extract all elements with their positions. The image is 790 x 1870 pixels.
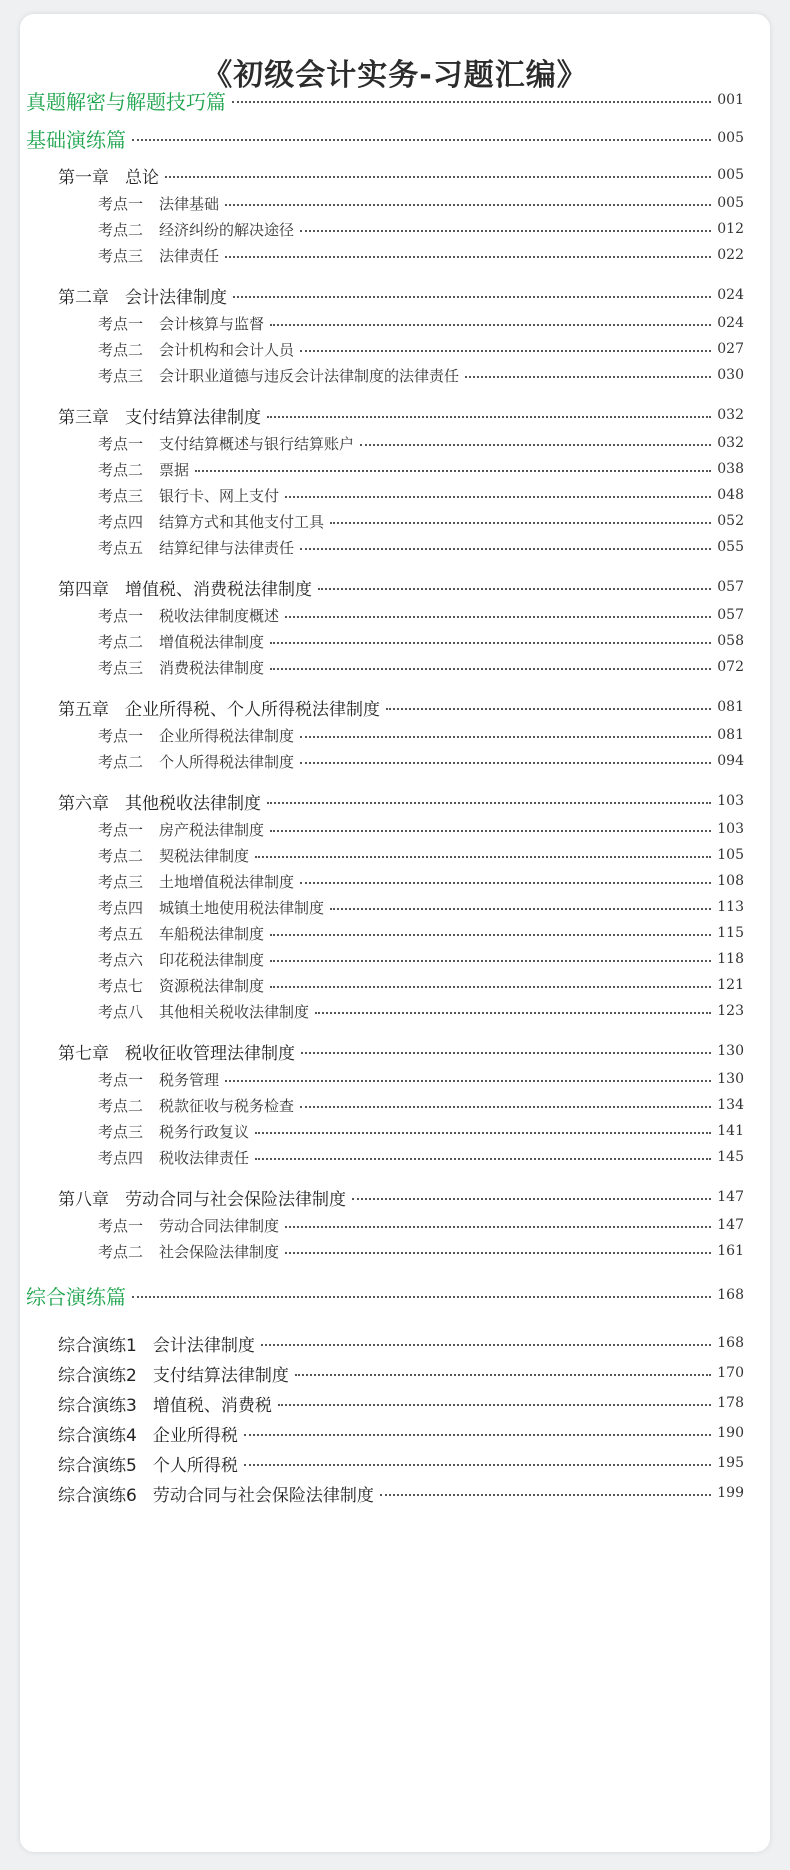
dot-leader (255, 1158, 711, 1160)
toc-entry-number: 考点一 (98, 1070, 144, 1089)
toc-entry-number: 第六章 (58, 793, 109, 814)
dot-leader (270, 642, 711, 644)
toc-entry-title: 税务行政复议 (159, 1122, 250, 1141)
toc-row-point[interactable] (98, 483, 744, 507)
dot-leader (300, 736, 711, 738)
toc-row-chapter[interactable] (58, 575, 744, 599)
toc-row-point[interactable] (98, 895, 744, 919)
dot-leader (318, 588, 711, 590)
toc-page-number: 147 (717, 1189, 744, 1205)
toc-page-number: 121 (717, 977, 744, 993)
toc-page-number: 118 (717, 951, 744, 967)
dot-leader (244, 1434, 711, 1436)
dot-leader (278, 1404, 711, 1406)
toc-entry-number: 考点四 (98, 512, 144, 531)
toc-page-number: 115 (717, 925, 744, 941)
toc-page-number: 057 (717, 607, 744, 623)
toc-entry-number: 考点二 (98, 1096, 144, 1115)
toc-entry-label (58, 283, 227, 308)
toc-page-number: 001 (717, 92, 744, 108)
dot-leader (360, 444, 711, 446)
toc-row-point[interactable] (98, 1067, 744, 1091)
dot-leader (195, 470, 711, 472)
toc-row-point[interactable] (98, 1119, 744, 1143)
toc-entry-title: 法律基础 (159, 194, 220, 213)
toc-page-number: 113 (717, 899, 744, 915)
toc-entry-label (58, 163, 159, 188)
toc-page-number: 081 (717, 699, 744, 715)
toc-page-number: 032 (717, 435, 744, 451)
toc-entry-label (58, 1421, 238, 1446)
toc-row-point[interactable] (98, 457, 744, 481)
page-title: 《初级会计实务-习题汇编》 (202, 58, 588, 93)
toc-entry-title: 资源税法律制度 (159, 976, 265, 995)
toc-entry-number: 综合演练5 (58, 1455, 137, 1476)
toc-entry-title: 基础演练篇 (26, 127, 126, 152)
toc-row-point[interactable] (98, 999, 744, 1023)
toc-entry-label (98, 313, 264, 334)
toc-entry-number: 第四章 (58, 579, 109, 600)
toc-entry-title: 城镇土地使用税法律制度 (159, 898, 325, 917)
toc-page-number: 055 (717, 539, 744, 555)
toc-entry-title: 会计法律制度 (152, 1335, 255, 1356)
toc-entry-label (98, 1121, 249, 1142)
toc-page-number: 168 (717, 1287, 744, 1303)
toc-entry-label (98, 1215, 279, 1236)
toc-entry-label (98, 949, 264, 970)
toc-entry-title: 支付结算法律制度 (125, 407, 261, 428)
toc-entry-title: 会计机构和会计人员 (159, 340, 295, 359)
toc-page-number: 038 (717, 461, 744, 477)
toc-entry-label (98, 923, 264, 944)
toc-entry-number: 第七章 (58, 1043, 109, 1064)
toc-entry-title: 企业所得税法律制度 (159, 726, 295, 745)
dot-leader (225, 204, 711, 206)
toc-entry-title: 税收法律责任 (159, 1148, 250, 1167)
toc-entry-label (98, 975, 264, 996)
toc-entry-title: 土地增值税法律制度 (159, 872, 295, 891)
toc-row-chapter[interactable] (58, 283, 744, 307)
toc-entry-label (58, 1451, 238, 1476)
toc-entry-label (98, 1147, 249, 1168)
toc-row-point[interactable] (98, 869, 744, 893)
toc-row-chapter[interactable] (58, 403, 744, 427)
dot-leader (300, 882, 711, 884)
toc-entry-number: 考点一 (98, 820, 144, 839)
dot-leader (352, 1198, 711, 1200)
toc-entry-number: 考点二 (98, 220, 144, 239)
toc-entry-label (98, 245, 219, 266)
dot-leader (232, 101, 711, 103)
toc-entry-label (98, 1095, 294, 1116)
toc-entry-label (58, 1391, 272, 1416)
dot-leader (270, 668, 711, 670)
toc-entry-title: 其他相关税收法律制度 (159, 1002, 310, 1021)
toc-entry-number: 考点二 (98, 846, 144, 865)
toc-page-number: 108 (717, 873, 744, 889)
toc-row-drill[interactable] (58, 1331, 744, 1355)
toc-entry-title: 法律责任 (159, 246, 220, 265)
toc-entry-title: 支付结算法律制度 (152, 1365, 289, 1386)
toc-entry-label (58, 1331, 255, 1356)
toc-entry-number: 考点三 (98, 486, 144, 505)
toc-entry-title: 车船税法律制度 (159, 924, 265, 943)
toc-entry-title: 社会保险法律制度 (159, 1242, 280, 1261)
toc-page-number: 072 (717, 659, 744, 675)
dot-leader (315, 1012, 711, 1014)
toc-page-number: 032 (717, 407, 744, 423)
toc-page-number: 105 (717, 847, 744, 863)
toc-entry-number: 考点三 (98, 872, 144, 891)
dot-leader (270, 324, 711, 326)
toc-entry-label (98, 433, 354, 454)
toc-row-point[interactable] (98, 535, 744, 559)
toc-entry-title: 税务管理 (159, 1070, 220, 1089)
toc-entry-title: 银行卡、网上支付 (159, 486, 280, 505)
toc-entry-label (98, 1069, 219, 1090)
toc-row-chapter[interactable] (58, 163, 744, 187)
dot-leader (267, 802, 711, 804)
dot-leader (285, 616, 711, 618)
toc-page-number: 141 (717, 1123, 744, 1139)
toc-row-point[interactable] (98, 947, 744, 971)
toc-entry-title: 支付结算概述与银行结算账户 (159, 434, 355, 453)
dot-leader (267, 416, 711, 418)
toc-entry-title: 消费税法律制度 (159, 658, 265, 677)
toc-row-point[interactable] (98, 603, 744, 627)
toc-page-number: 130 (717, 1071, 744, 1087)
toc-row-point[interactable] (98, 655, 744, 679)
dot-leader (380, 1494, 711, 1496)
toc-entry-title: 劳动合同法律制度 (159, 1216, 280, 1235)
toc-entry-title: 税收法律制度概述 (159, 606, 280, 625)
toc-entry-title: 税收征收管理法律制度 (125, 1043, 295, 1064)
toc-row-point[interactable] (98, 973, 744, 997)
toc-entry-title: 企业所得税、个人所得税法律制度 (125, 699, 380, 720)
toc-page-number: 012 (717, 221, 744, 237)
toc-entry-title: 劳动合同与社会保险法律制度 (125, 1189, 346, 1210)
toc-row-point[interactable] (98, 431, 744, 455)
toc-row-point[interactable] (98, 243, 744, 267)
toc-page-number: 052 (717, 513, 744, 529)
toc-page-number: 123 (717, 1003, 744, 1019)
toc-row-drill[interactable] (58, 1451, 744, 1475)
toc-entry-number: 第一章 (58, 167, 109, 188)
toc-entry-title: 综合演练篇 (26, 1284, 126, 1309)
dot-leader (330, 522, 711, 524)
toc-entry-label (98, 193, 219, 214)
toc-entry-label (98, 657, 264, 678)
toc-entry-number: 第三章 (58, 407, 109, 428)
dot-leader (295, 1374, 711, 1376)
dot-leader (301, 1052, 711, 1054)
toc-entry-title: 结算纪律与法律责任 (159, 538, 295, 557)
toc-entry-title: 增值税、消费税法律制度 (125, 579, 312, 600)
toc-page-number: 147 (717, 1217, 744, 1233)
toc-page-number: 195 (717, 1455, 744, 1471)
toc-row-point[interactable] (98, 311, 744, 335)
toc-entry-label (98, 897, 324, 918)
toc-entry-number: 考点二 (98, 1242, 144, 1261)
toc-entry-label (98, 751, 294, 772)
toc-row-point[interactable] (98, 1145, 744, 1169)
toc-entry-number: 考点六 (98, 950, 144, 969)
toc-entry-number: 综合演练4 (58, 1425, 137, 1446)
dot-leader (225, 256, 711, 258)
toc-page-number: 103 (717, 821, 744, 837)
toc-row-point[interactable] (98, 191, 744, 215)
dot-leader (270, 960, 711, 962)
toc-page-number: 130 (717, 1043, 744, 1059)
toc-entry-title: 增值税、消费税 (152, 1395, 272, 1416)
toc-entry-number: 考点五 (98, 924, 144, 943)
toc-row-point[interactable] (98, 749, 744, 773)
toc-entry-label (26, 1281, 126, 1310)
toc-row-chapter[interactable] (58, 789, 744, 813)
toc-entry-title: 真题解密与解题技巧篇 (26, 89, 226, 114)
toc-page-number: 081 (717, 727, 744, 743)
toc-entry-title: 经济纠纷的解决途径 (159, 220, 295, 239)
toc-entry-number: 第五章 (58, 699, 109, 720)
dot-leader (255, 1132, 711, 1134)
dot-leader (165, 176, 711, 178)
toc-entry-number: 考点一 (98, 726, 144, 745)
toc-row-drill[interactable] (58, 1391, 744, 1415)
toc-entry-number: 考点二 (98, 340, 144, 359)
toc-row-chapter[interactable] (58, 1039, 744, 1063)
toc-entry-number: 考点三 (98, 658, 144, 677)
toc-page-number: 178 (717, 1395, 744, 1411)
toc-entry-title: 票据 (159, 460, 190, 479)
toc-entry-label (98, 845, 249, 866)
toc-row-part[interactable] (26, 1283, 744, 1307)
toc-page-number: 199 (717, 1485, 744, 1501)
toc-entry-label (58, 403, 261, 428)
dot-leader (132, 139, 711, 141)
toc-entry-number: 考点二 (98, 460, 144, 479)
toc-row-drill[interactable] (58, 1421, 744, 1445)
dot-leader (270, 934, 711, 936)
dot-leader (300, 548, 711, 550)
toc-entry-title: 个人所得税 (152, 1455, 238, 1476)
toc-row-point[interactable] (98, 363, 744, 387)
toc-entry-number: 考点二 (98, 752, 144, 771)
toc-entry-title: 房产税法律制度 (159, 820, 265, 839)
toc-row-point[interactable] (98, 1093, 744, 1117)
toc-entry-title: 其他税收法律制度 (125, 793, 261, 814)
toc-entry-number: 考点四 (98, 1148, 144, 1167)
toc-entry-label (98, 725, 294, 746)
dot-leader (270, 830, 711, 832)
toc-page-number: 027 (717, 341, 744, 357)
toc-entry-label (98, 219, 294, 240)
toc-entry-number: 考点三 (98, 1122, 144, 1141)
toc-entry-label (98, 1001, 309, 1022)
dot-leader (261, 1344, 711, 1346)
toc-entry-label (98, 537, 294, 558)
toc-row-point[interactable] (98, 1213, 744, 1237)
toc-page-number: 030 (717, 367, 744, 383)
toc-page (20, 14, 770, 1852)
toc-entry-title: 税款征收与税务检查 (159, 1096, 295, 1115)
toc-entry-title: 会计职业道德与违反会计法律制度的法律责任 (159, 366, 460, 385)
dot-leader (300, 350, 711, 352)
toc-row-point[interactable] (98, 509, 744, 533)
dot-leader (244, 1464, 711, 1466)
toc-entry-label (98, 631, 264, 652)
toc-page-number: 134 (717, 1097, 744, 1113)
toc-entry-number: 第二章 (58, 287, 109, 308)
dot-leader (270, 986, 711, 988)
toc-page-number: 057 (717, 579, 744, 595)
toc-entry-number: 综合演练1 (58, 1335, 137, 1356)
toc-entry-number: 考点四 (98, 898, 144, 917)
toc-entry-label (58, 1361, 289, 1386)
toc-entry-label (98, 365, 459, 386)
toc-row-part[interactable] (26, 88, 744, 112)
toc-entry-label (58, 1481, 374, 1506)
toc-row-chapter[interactable] (58, 695, 744, 719)
toc-entry-number: 考点一 (98, 434, 144, 453)
toc-page-number: 048 (717, 487, 744, 503)
toc-entry-label (98, 485, 279, 506)
toc-page-number: 058 (717, 633, 744, 649)
toc-page-number: 024 (717, 315, 744, 331)
toc-entry-number: 考点一 (98, 194, 144, 213)
toc-page-number: 005 (717, 130, 744, 146)
toc-entry-number: 第八章 (58, 1189, 109, 1210)
toc-entry-label (98, 339, 294, 360)
toc-entry-label (98, 1241, 279, 1262)
toc-entry-number: 综合演练2 (58, 1365, 137, 1386)
toc-row-point[interactable] (98, 629, 744, 653)
toc-entry-number: 考点三 (98, 246, 144, 265)
toc-entry-number: 考点二 (98, 632, 144, 651)
dot-leader (132, 1296, 711, 1298)
toc-entry-title: 会计法律制度 (125, 287, 227, 308)
toc-row-part[interactable] (26, 126, 744, 150)
toc-page-number: 190 (717, 1425, 744, 1441)
toc-page-number: 170 (717, 1365, 744, 1381)
toc-row-drill[interactable] (58, 1481, 744, 1505)
toc-entry-label (58, 575, 312, 600)
toc-row-point[interactable] (98, 723, 744, 747)
toc-entry-number: 考点五 (98, 538, 144, 557)
toc-page-number: 103 (717, 793, 744, 809)
toc-entry-title: 劳动合同与社会保险法律制度 (152, 1485, 374, 1506)
toc-entry-number: 综合演练3 (58, 1395, 137, 1416)
toc-entry-label (58, 789, 261, 814)
toc-row-point[interactable] (98, 921, 744, 945)
toc-entry-number: 考点一 (98, 606, 144, 625)
toc-entry-label (98, 605, 279, 626)
dot-leader (285, 1252, 711, 1254)
toc-entry-title: 印花税法律制度 (159, 950, 265, 969)
toc-row-point[interactable] (98, 337, 744, 361)
toc-row-point[interactable] (98, 817, 744, 841)
dot-leader (300, 762, 711, 764)
toc-entry-number: 考点一 (98, 314, 144, 333)
toc-entry-label (98, 871, 294, 892)
dot-leader (233, 296, 711, 298)
toc-row-point[interactable] (98, 843, 744, 867)
toc-entry-title: 企业所得税 (152, 1425, 238, 1446)
toc-entry-label (58, 1185, 346, 1210)
toc-entry-label (58, 695, 380, 720)
toc-page-number: 161 (717, 1243, 744, 1259)
toc-entry-number: 考点七 (98, 976, 144, 995)
dot-leader (465, 376, 711, 378)
toc-entry-number: 考点八 (98, 1002, 144, 1021)
toc-entry-number: 考点三 (98, 366, 144, 385)
toc-page-number: 005 (717, 195, 744, 211)
toc-entry-title: 增值税法律制度 (159, 632, 265, 651)
toc-page-number: 145 (717, 1149, 744, 1165)
toc-row-drill[interactable] (58, 1361, 744, 1385)
dot-leader (330, 908, 711, 910)
toc-entry-label (26, 124, 126, 153)
toc-entry-label (98, 819, 264, 840)
toc-entry-label (26, 86, 226, 115)
toc-entry-number: 综合演练6 (58, 1485, 137, 1506)
dot-leader (300, 1106, 711, 1108)
toc-page-number: 094 (717, 753, 744, 769)
toc-entry-title: 会计核算与监督 (159, 314, 265, 333)
dot-leader (386, 708, 711, 710)
toc-row-chapter[interactable] (58, 1185, 744, 1209)
toc-row-point[interactable] (98, 1239, 744, 1263)
dot-leader (225, 1080, 711, 1082)
toc-page-number: 005 (717, 167, 744, 183)
toc-entry-title: 契税法律制度 (159, 846, 250, 865)
dot-leader (300, 230, 711, 232)
toc-entry-label (58, 1039, 295, 1064)
toc-row-point[interactable] (98, 217, 744, 241)
toc-entry-title: 个人所得税法律制度 (159, 752, 295, 771)
toc-page-number: 024 (717, 287, 744, 303)
toc-entry-title: 总论 (125, 167, 159, 188)
toc-entry-number: 考点一 (98, 1216, 144, 1235)
toc-page-number: 022 (717, 247, 744, 263)
dot-leader (285, 496, 711, 498)
toc-page-number: 168 (717, 1335, 744, 1351)
toc-entry-label (98, 511, 324, 532)
toc-entry-label (98, 459, 189, 480)
dot-leader (285, 1226, 711, 1228)
dot-leader (255, 856, 711, 858)
toc-entry-title: 结算方式和其他支付工具 (159, 512, 325, 531)
